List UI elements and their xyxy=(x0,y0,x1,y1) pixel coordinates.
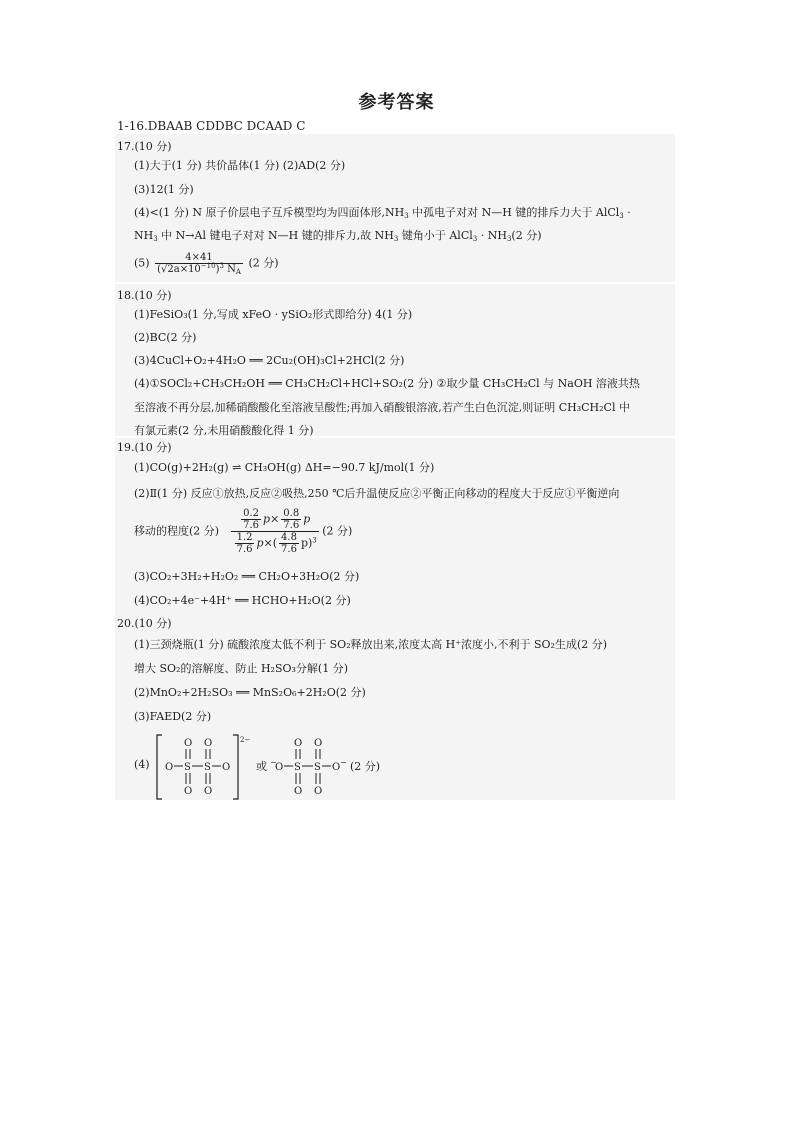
q17-line-5: (5) $\frac{4\times 41}{(√2a\times 10^{-10})^3 N_A}$ (2 分) xyxy=(134,252,279,276)
svg-text:O: O xyxy=(204,786,213,797)
q18-line-5: 至溶液不再分层,加稀硝酸酸化至溶液呈酸性;再加入硝酸银溶液,若产生白色沉淀,则证明 CH₃CH₂Cl 中 xyxy=(134,401,630,414)
svg-text:S: S xyxy=(204,762,211,773)
svg-text:O: O xyxy=(184,786,193,797)
page-title: 参考答案 xyxy=(358,92,435,113)
q20-line-5-label: (4) xyxy=(134,758,150,771)
q19-line-1: (1)CO(g)+2H₂(g) ⇌ CH₃OH(g) ΔH=−90.7 kJ/mol(1 分) xyxy=(134,461,435,474)
svg-text:(2 分): (2 分) xyxy=(350,760,381,773)
q20-line-1: (1)三颈烧瓶(1 分) 硫酸浓度太低不利于 SO₂释放出来,浓度太高 H⁺浓度小,不利于 SO₂生成(2 分) xyxy=(134,638,608,651)
svg-text:−: − xyxy=(340,758,347,767)
q19-heading: 19.(10 分) xyxy=(117,441,172,454)
svg-text:O: O xyxy=(204,738,213,749)
q20-line-3: (2)MnO₂+2H₂SO₃ ══ MnS₂O₆+2H₂O(2 分) xyxy=(134,686,366,699)
svg-text:O: O xyxy=(184,738,193,749)
dithionate-structure xyxy=(150,733,450,803)
svg-text:O: O xyxy=(222,762,231,773)
q20-line-2: 增大 SO₂的溶解度、防止 H₂SO₃分解(1 分) xyxy=(134,662,348,675)
svg-text:O: O xyxy=(314,738,323,749)
svg-text:O: O xyxy=(314,786,323,797)
svg-text:O: O xyxy=(165,762,174,773)
q20-line-4: (3)FAED(2 分) xyxy=(134,710,212,723)
svg-text:O: O xyxy=(332,762,341,773)
q18-line-6: 有氯元素(2 分,未用硝酸酸化得 1 分) xyxy=(134,424,314,437)
q17-line-3: (4)<(1 分) N 原子价层电子互斥模型均为四面体形$,NH_3$ 中孤电子对对 N—H 键的排斥力大于 AlCl$_3$ · xyxy=(134,206,631,220)
svg-text:O: O xyxy=(294,786,303,797)
q17-line-1: (1)大于(1 分) 共价晶体(1 分) (2)AD(2 分) xyxy=(134,159,346,172)
charge-label: 2− xyxy=(240,736,251,744)
q18-heading: 18.(10 分) xyxy=(117,289,172,302)
q17-line-4: $NH_3$ 中 N→Al 键电子对对 N—H 键的排斥力,故 $NH_3$ 键角小于 AlCl$_3$ · $NH_3(2$ 分) xyxy=(134,229,542,243)
kp-expression: $\frac{0.2}{7.6}$ p× $\frac{0.8}{7.6}$ p $\frac{1.2}{7.6}$ p×( $\frac{4.8}{7.6}$ p)$^3$ xyxy=(231,508,319,555)
q17-heading: 17.(10 分) xyxy=(117,140,172,153)
svg-text:S: S xyxy=(294,762,301,773)
q19-line-3: 移动的程度(2 分) $\frac{0.2}{7.6}$ p× $\frac{0.8}{7.6}$ p $\frac{1.2}{7.6}$ p×( $\frac{4.8}{7.6}$ p)$^3$ (2 分) xyxy=(134,508,353,555)
q18-line-1: (1)FeSiO₃(1 分,写成 xFeO · ySiO₂形式即给分) 4(1 分) xyxy=(134,308,413,321)
q19-line-2: (2)Ⅱ(1 分) 反应①放热,反应②吸热,250 ℃后升温使反应②平衡正向移动的程度大于反应①平衡逆向 xyxy=(134,487,620,500)
q19-line-5: (4)CO₂+4e⁻+4H⁺ ══ HCHO+H₂O(2 分) xyxy=(134,594,351,607)
density-fraction: $\frac{4\times 41}{(√2a\times 10^{-10})^3 N_A}$ xyxy=(157,252,241,276)
q20-heading: 20.(10 分) xyxy=(117,617,172,630)
choice-answers: 1-16.DBAAB CDDBC DCAAD C xyxy=(117,119,306,133)
q18-line-4: (4)①SOCl₂+CH₃CH₂OH ══ CH₃CH₂Cl+HCl+SO₂(2 分) ②取少量 CH₃CH₂Cl 与 NaOH 溶液共热 xyxy=(134,377,640,390)
svg-text:O: O xyxy=(294,738,303,749)
q19-line-4: (3)CO₂+3H₂+H₂O₂ ══ CH₂O+3H₂O(2 分) xyxy=(134,570,360,583)
svg-text:O: O xyxy=(275,762,284,773)
q17-line-2: (3)12(1 分) xyxy=(134,183,194,196)
svg-text:−: − xyxy=(270,758,277,767)
svg-text:S: S xyxy=(314,762,321,773)
svg-text:S: S xyxy=(184,762,191,773)
q18-line-3: (3)4CuCl+O₂+4H₂O ══ 2Cu₂(OH)₃Cl+2HCl(2 分) xyxy=(134,354,405,367)
svg-text:或: 或 xyxy=(256,760,267,773)
q18-line-2: (2)BC(2 分) xyxy=(134,331,197,344)
